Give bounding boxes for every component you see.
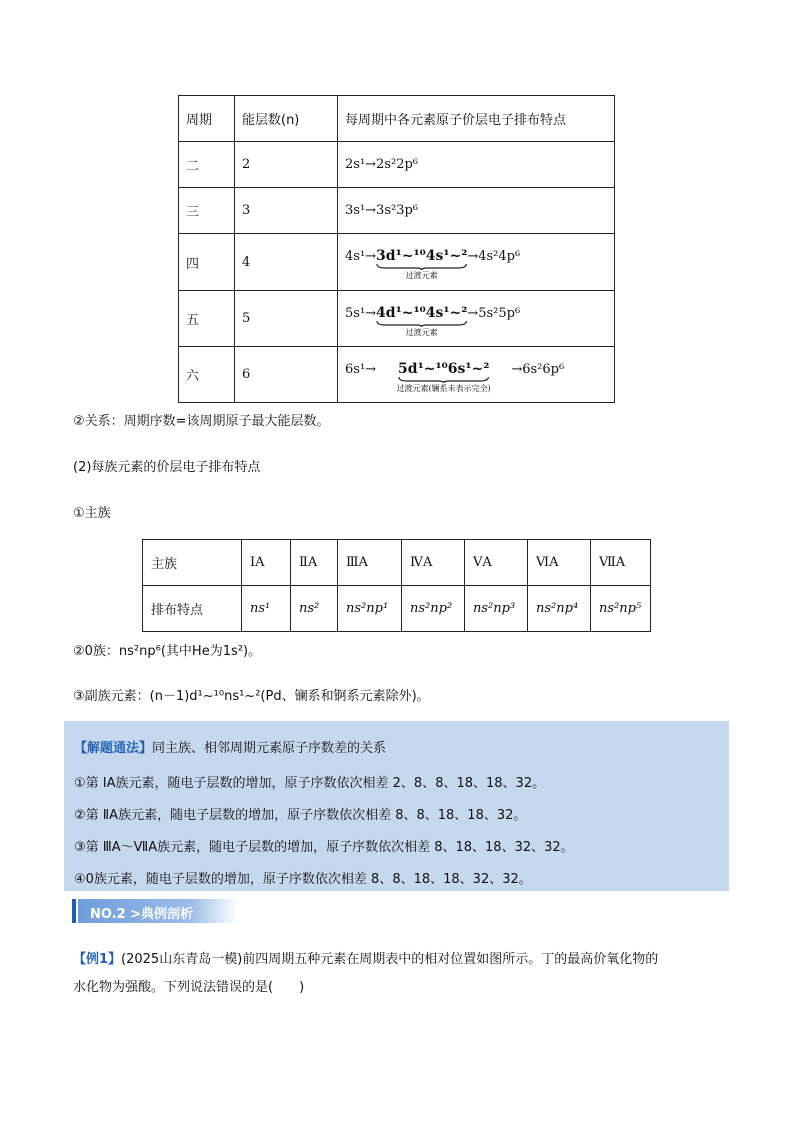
group-name: ⅠA bbox=[242, 540, 291, 586]
pattern-cell: 2s¹→2s²2p⁶ bbox=[338, 142, 615, 188]
n-cell: 3 bbox=[235, 188, 338, 234]
period-table bbox=[178, 95, 615, 403]
transition-group bbox=[376, 248, 468, 280]
group-pattern: ns²np⁵ bbox=[591, 586, 651, 632]
table-row bbox=[179, 142, 615, 188]
group-name: ⅣA bbox=[402, 540, 465, 586]
group-header-row bbox=[143, 540, 651, 586]
period-cell: 五 bbox=[179, 291, 235, 347]
group-name: ⅡA bbox=[291, 540, 338, 586]
section-banner bbox=[72, 899, 238, 923]
method-title: 同主族、相邻周期元素原子序数差的关系 bbox=[152, 741, 387, 756]
relation-line: ②关系：周期序数=该周期原子最大能层数。 bbox=[73, 414, 330, 429]
transition-label: 过渡元素 bbox=[405, 327, 438, 337]
transition-config: 3d¹~¹⁰4s¹~² bbox=[376, 248, 468, 264]
table-row bbox=[179, 188, 615, 234]
table-row bbox=[179, 234, 615, 291]
pattern-post: →4s²4p⁶ bbox=[467, 249, 521, 264]
main-group-title: ①主族 bbox=[73, 506, 111, 521]
zero-group-line: ②0族：ns²np⁶(其中He为1s²)。 bbox=[73, 644, 262, 659]
group-name: ⅦA bbox=[591, 540, 651, 586]
header-n: 能层数(n) bbox=[235, 96, 338, 142]
group-pattern: ns²np⁴ bbox=[528, 586, 591, 632]
pattern-pre: 4s¹→ bbox=[345, 249, 377, 264]
group-pattern: ns²np² bbox=[402, 586, 465, 632]
method-item: ③第 ⅢA～ⅦA族元素，随电子层数的增加，原子序数依次相差 8、18、18、32、32。 bbox=[74, 840, 574, 855]
banner-text: NO.2 >典例剖析 bbox=[90, 907, 194, 922]
table-row bbox=[179, 347, 615, 403]
pattern-post: →5s²5p⁶ bbox=[467, 305, 521, 321]
group-row-label: 排布特点 bbox=[143, 586, 242, 632]
group-name: ⅥA bbox=[528, 540, 591, 586]
period-cell: 六 bbox=[179, 347, 235, 403]
period-cell: 三 bbox=[179, 188, 235, 234]
n-cell: 6 bbox=[235, 347, 338, 403]
section-title: (2)每族元素的价层电子排布特点 bbox=[73, 460, 261, 475]
group-pattern: ns²np³ bbox=[465, 586, 528, 632]
header-pattern: 每周期中各元素原子价层电子排布特点 bbox=[338, 96, 615, 142]
transition-label: 过渡元素(镧系未表示完全) bbox=[396, 383, 491, 393]
period-cell: 四 bbox=[179, 234, 235, 291]
group-pattern-row bbox=[143, 586, 651, 632]
n-cell: 2 bbox=[235, 142, 338, 188]
method-label: 【解题通法】 bbox=[74, 741, 153, 756]
pattern-post: →6s²6p⁶ bbox=[511, 361, 565, 377]
group-header-label: 主族 bbox=[143, 540, 242, 586]
group-pattern: ns²np¹ bbox=[338, 586, 402, 632]
table-row bbox=[179, 291, 615, 347]
method-item: ①第 ⅠA族元素，随电子层数的增加，原子序数依次相差 2、8、8、18、18、32。 bbox=[74, 776, 546, 791]
pattern-pre: 6s¹→ bbox=[345, 361, 377, 377]
pattern-cell bbox=[338, 234, 615, 291]
method-item: ②第 ⅡA族元素，随电子层数的增加，原子序数依次相差 8、8、18、18、32。 bbox=[74, 808, 527, 823]
n-cell: 4 bbox=[235, 234, 338, 291]
group-table bbox=[142, 539, 651, 632]
pattern-cell bbox=[338, 347, 615, 403]
group-pattern: ns¹ bbox=[242, 586, 291, 632]
header-period: 周期 bbox=[179, 96, 235, 142]
sub-group-line: ③副族元素：(n－1)d¹~¹⁰ns¹~²(Pd、镧系和锕系元素除外)。 bbox=[73, 689, 430, 704]
method-box bbox=[64, 721, 729, 891]
group-name: ⅢA bbox=[338, 540, 402, 586]
group-pattern: ns² bbox=[291, 586, 338, 632]
banner-bar bbox=[72, 899, 76, 923]
transition-group bbox=[376, 304, 468, 337]
transition-group bbox=[396, 360, 491, 393]
pattern-cell: 3s¹→3s²3p⁶ bbox=[338, 188, 615, 234]
transition-config: 4d¹~¹⁰4s¹~² bbox=[376, 304, 468, 321]
n-cell: 5 bbox=[235, 291, 338, 347]
transition-label: 过渡元素 bbox=[405, 271, 438, 280]
group-name: ⅤA bbox=[465, 540, 528, 586]
period-cell: 二 bbox=[179, 142, 235, 188]
example-label: 【例1】 bbox=[73, 952, 122, 967]
example-text: (2025山东青岛一模)前四周期五种元素在周期表中的相对位置如图所示。丁的最高价氧化物的 bbox=[121, 952, 659, 967]
method-title-line bbox=[74, 737, 386, 756]
method-item: ④0族元素，随电子层数的增加，原子序数依次相差 8、8、18、18、32、32。 bbox=[74, 872, 532, 887]
example-line-1 bbox=[73, 948, 658, 967]
pattern-pre: 5s¹→ bbox=[345, 305, 377, 321]
period-table-header bbox=[179, 96, 615, 142]
pattern-cell bbox=[338, 291, 615, 347]
transition-config: 5d¹~¹⁰6s¹~² bbox=[398, 360, 490, 377]
example-line-2: 水化物为强酸。下列说法错误的是( ) bbox=[73, 980, 305, 995]
